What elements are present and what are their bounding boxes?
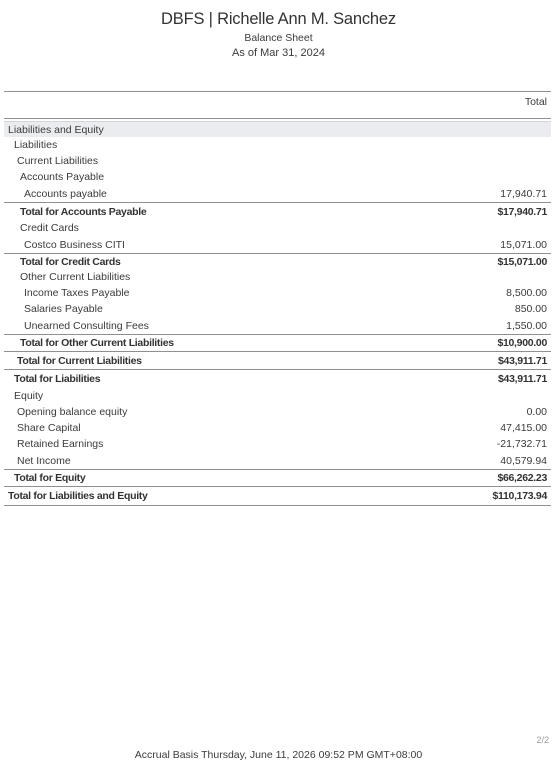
total-label: Total for Other Current Liabilities <box>20 337 174 349</box>
section-title: Liabilities and Equity <box>8 123 104 136</box>
account-label: Retained Earnings <box>17 438 104 450</box>
account-amount: 1,550.00 <box>506 319 547 332</box>
company-name: DBFS | Richelle Ann M. Sanchez <box>161 10 396 28</box>
account-row-share-capital <box>4 420 551 436</box>
account-amount: 47,415.00 <box>500 422 547 434</box>
group-label: Equity <box>14 390 44 402</box>
report-date: As of Mar 31, 2024 <box>232 47 325 59</box>
account-label: Net Income <box>17 454 71 467</box>
group-equity <box>4 388 551 404</box>
account-label: Salaries Payable <box>24 303 103 315</box>
group-label: Other Current Liabilities <box>20 271 131 283</box>
total-row-accounts-payable <box>4 202 551 220</box>
report-footer: Accrual Basis Thursday, June 11, 2026 09:52 PM GMT+08:00 <box>134 749 423 761</box>
account-amount: -21,732.71 <box>496 438 547 450</box>
account-amount: 0.00 <box>526 406 547 418</box>
total-amount: $10,900.00 <box>497 337 547 349</box>
report-header <box>0 9 557 60</box>
account-amount: 40,579.94 <box>500 454 547 467</box>
account-label: Unearned Consulting Fees <box>24 319 149 332</box>
total-label: Total for Equity <box>14 472 86 484</box>
group-liabilities <box>4 137 551 153</box>
total-row-credit-cards <box>4 253 551 269</box>
account-row-income-taxes <box>4 285 551 301</box>
report-title: Balance Sheet <box>244 32 313 44</box>
total-label: Total for Current Liabilities <box>17 354 142 367</box>
column-header-total: Total <box>524 96 547 108</box>
group-current-liabilities <box>4 153 551 169</box>
total-label: Total for Credit Cards <box>20 255 121 268</box>
account-amount: 17,940.71 <box>500 187 547 200</box>
account-row-retained-earnings <box>4 436 551 452</box>
total-amount: $43,911.71 <box>498 354 547 367</box>
account-row-accounts-payable <box>4 185 551 202</box>
group-label: Credit Cards <box>20 222 79 234</box>
column-header-row <box>4 91 551 119</box>
account-row-costco <box>4 236 551 253</box>
total-amount: $15,071.00 <box>497 255 547 268</box>
account-label: Income Taxes Payable <box>24 287 130 299</box>
total-label: Total for Accounts Payable <box>20 205 147 218</box>
account-row-unearned <box>4 317 551 334</box>
group-label: Current Liabilities <box>17 155 99 167</box>
account-label: Costco Business CITI <box>24 238 125 251</box>
total-label: Total for Liabilities and Equity <box>8 490 148 502</box>
total-row-equity <box>4 469 551 487</box>
account-label: Accounts payable <box>24 187 107 200</box>
total-label: Total for Liabilities <box>14 373 101 385</box>
account-amount: 8,500.00 <box>506 287 547 299</box>
section-header-liabilities-equity <box>4 121 551 137</box>
total-amount: $110,173.94 <box>492 490 547 502</box>
total-row-current-liabilities <box>4 352 551 370</box>
total-row-other-current <box>4 334 551 352</box>
total-row-liabilities <box>4 370 551 388</box>
group-label: Liabilities <box>14 139 58 151</box>
account-amount: 850.00 <box>514 303 547 315</box>
group-other-current-liabilities <box>4 269 551 285</box>
group-accounts-payable <box>4 169 551 185</box>
page-number: 2/2 <box>536 735 549 745</box>
account-label: Opening balance equity <box>17 406 128 418</box>
account-row-net-income <box>4 452 551 469</box>
total-amount: $17,940.71 <box>497 205 547 218</box>
group-label: Accounts Payable <box>20 171 105 183</box>
total-amount: $66,262.23 <box>497 472 547 484</box>
account-row-salaries <box>4 301 551 317</box>
account-row-opening-balance <box>4 404 551 420</box>
total-amount: $43,911.71 <box>498 373 547 385</box>
balance-sheet-table <box>4 91 551 506</box>
account-label: Share Capital <box>17 422 81 434</box>
total-row-liabilities-and-equity <box>4 487 551 506</box>
group-credit-cards <box>4 220 551 236</box>
account-amount: 15,071.00 <box>500 238 547 251</box>
